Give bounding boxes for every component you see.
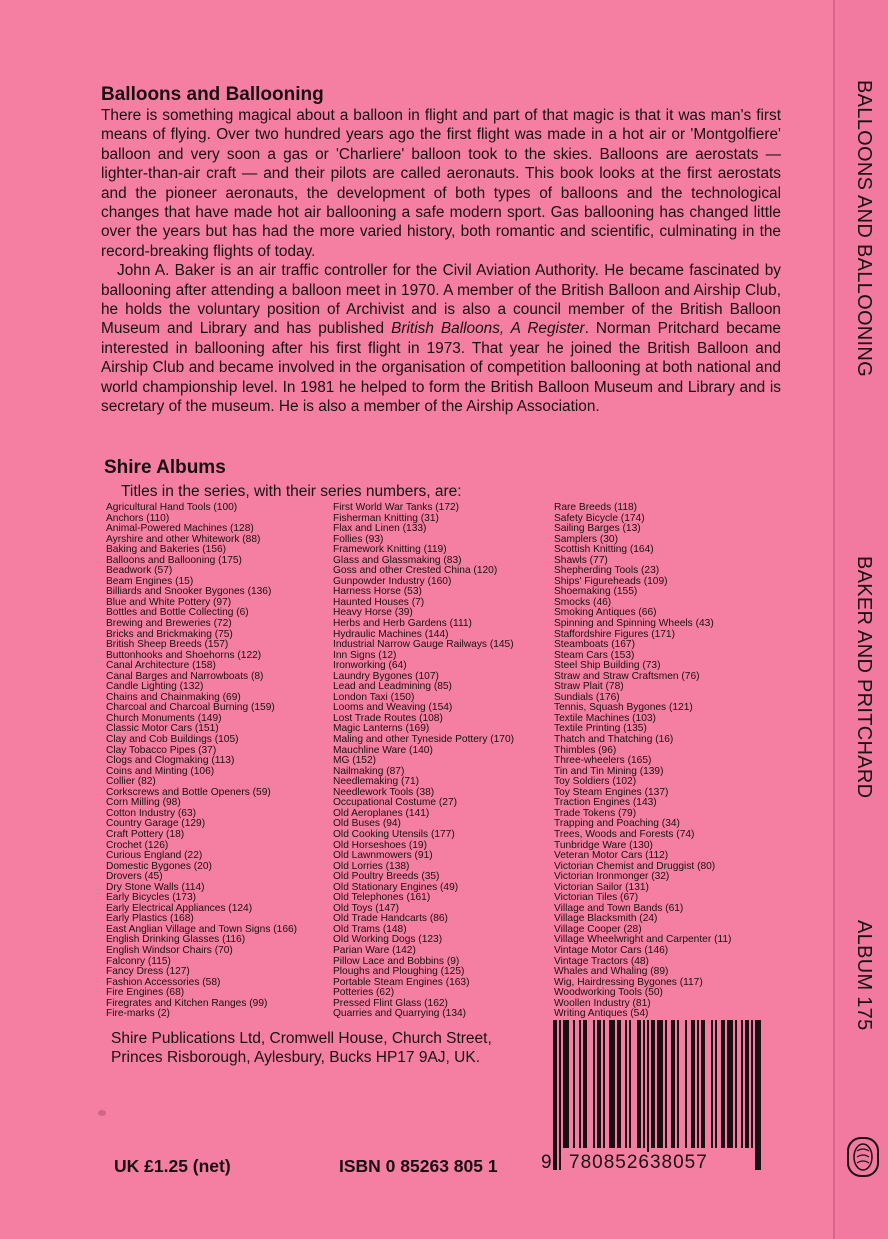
album-title-item: Smocks (46)	[554, 596, 612, 608]
barcode-bar	[593, 1020, 595, 1148]
album-title-item: Tunbridge Ware (130)	[554, 839, 653, 851]
album-title-item: Ironworking (64)	[333, 660, 407, 672]
series-heading: Shire Albums	[104, 457, 226, 478]
authors-text-b: . Norman Pritchard became interested in ballooning after his first flight in 1973. That year he joined the British Balloon and Airship Club and became involved in the organisation of competition ballooning at both national and world championship level. In 1981 he helped to form the British Balloon Museum and Library and is secretary of the museum. He is also a member of the Airship Association.	[101, 320, 781, 416]
album-title-item: Cotton Industry (63)	[106, 807, 197, 819]
barcode-bar	[553, 1020, 557, 1170]
album-title-item: Textile Machines (103)	[554, 712, 656, 724]
album-title-item: Dry Stone Walls (114)	[106, 881, 205, 893]
album-title-item: Straw Plait (78)	[554, 681, 624, 693]
album-title-item: Whales and Whaling (89)	[554, 966, 669, 978]
spine-title: BALLOONS AND BALLOONING	[853, 80, 875, 377]
album-title-item: Village Cooper (28)	[554, 923, 642, 935]
album-title-item: Fancy Dress (127)	[106, 966, 190, 978]
album-title-item: Sundials (176)	[554, 691, 620, 703]
album-title-item: Candle Lighting (132)	[106, 681, 204, 693]
album-title-item: Old Horseshoes (19)	[333, 839, 427, 851]
album-title-item: Buttonhooks and Shoehorns (122)	[106, 649, 262, 661]
album-title-item: Textile Printing (135)	[554, 723, 647, 735]
barcode-bar	[745, 1020, 749, 1148]
barcode-bar	[741, 1020, 743, 1148]
barcode-bar	[563, 1020, 569, 1148]
album-title-item: Safety Bicycle (174)	[554, 512, 645, 524]
album-title-item: Corkscrews and Bottle Openers (59)	[106, 786, 271, 798]
album-title-item: Chains and Chainmaking (69)	[106, 691, 241, 703]
barcode-bar	[597, 1020, 601, 1148]
barcode-bar	[647, 1020, 649, 1170]
album-title-item: Staffordshire Figures (171)	[554, 628, 675, 640]
barcode-bar	[735, 1020, 737, 1148]
album-title-item: Old Telephones (161)	[333, 892, 431, 904]
barcode-bar	[637, 1020, 641, 1148]
barcode-bar	[751, 1020, 753, 1148]
album-title-item: Flax and Linen (133)	[333, 523, 427, 535]
album-title-item: Classic Motor Cars (151)	[106, 723, 219, 735]
album-title-item: East Anglian Village and Town Signs (166)	[106, 923, 298, 935]
barcode-bar	[629, 1020, 631, 1148]
album-title-item: Woollen Industry (81)	[554, 997, 651, 1009]
album-title-item: London Taxi (150)	[333, 691, 415, 703]
album-title-item: Old Stationary Engines (49)	[333, 881, 459, 893]
album-title-item: Brewing and Breweries (72)	[106, 618, 232, 630]
album-title-item: Baking and Bakeries (156)	[106, 544, 227, 556]
album-title-item: Trees, Woods and Forests (74)	[554, 828, 695, 840]
spine-album-number: ALBUM 175	[853, 920, 875, 1031]
book-title-italic: British Balloons, A Register	[391, 320, 585, 338]
barcode-bar	[583, 1020, 587, 1148]
album-title-item: English Windsor Chairs (70)	[106, 944, 233, 956]
album-title-item: Beam Engines (15)	[106, 575, 194, 587]
album-title-item: Country Garage (129)	[106, 818, 206, 830]
blurb-heading: Balloons and Ballooning	[101, 84, 324, 105]
album-title-item: Old Lawnmowers (91)	[333, 850, 433, 862]
album-title-item: British Sheep Breeds (157)	[106, 639, 229, 651]
album-title-item: Mauchline Ware (140)	[333, 744, 433, 756]
album-title-item: Rare Breeds (118)	[554, 502, 638, 513]
album-title-item: Steam Cars (153)	[554, 649, 635, 661]
album-title-item: Lead and Leadmining (85)	[333, 681, 452, 693]
album-title-item: Goss and other Crested China (120)	[333, 565, 498, 577]
blurb-section	[101, 84, 781, 417]
album-title-item: Fashion Accessories (58)	[106, 976, 221, 988]
album-title-item: Blue and White Pottery (97)	[106, 596, 232, 608]
album-title-item: Canal Barges and Narrowboats (8)	[106, 670, 264, 682]
barcode-first-digit: 9	[541, 1152, 553, 1173]
album-title-item: Occupational Costume (27)	[333, 797, 458, 809]
album-title-item: Steamboats (167)	[554, 639, 635, 651]
album-title-item: Collier (82)	[106, 776, 156, 788]
album-title-item: Old Aeroplanes (141)	[333, 807, 430, 819]
album-title-item: Follies (93)	[333, 533, 384, 545]
album-title-item: Gunpowder Industry (160)	[333, 575, 452, 587]
series-section	[104, 457, 804, 501]
barcode-bar	[573, 1020, 575, 1148]
barcode-bar	[671, 1020, 675, 1148]
album-title-item: Beadwork (57)	[106, 565, 173, 577]
album-title-item: Ayrshire and other Whitework (88)	[106, 533, 261, 545]
album-title-item: Pressed Flint Glass (162)	[333, 997, 448, 1009]
album-title-item: Traction Engines (143)	[554, 797, 657, 809]
album-title-item: Charcoal and Charcoal Burning (159)	[106, 702, 275, 714]
album-title-item: Wig, Hairdressing Bygones (117)	[554, 976, 703, 988]
album-title-item: Scottish Knitting (164)	[554, 544, 654, 556]
barcode-bar	[643, 1020, 645, 1148]
album-title-item: Tin and Tin Mining (139)	[554, 765, 664, 777]
album-title-item: Old Poultry Breeds (35)	[333, 871, 440, 883]
album-title-item: Old Lorries (138)	[333, 860, 410, 872]
album-title-item: Potteries (62)	[333, 987, 395, 999]
authors-text-a: John A. Baker is an air traffic controller for the Civil Aviation Authority. He became fascinated by ballooning after attending a balloon meet in 1970. A member of the British Balloon and Airship Club, he holds the voluntary position of Archivist and is also a council member of the British Balloon Museum and Library and has published	[101, 262, 781, 338]
album-title-item: Thatch and Thatching (16)	[554, 734, 674, 746]
album-title-item: Early Bicycles (173)	[106, 892, 197, 904]
album-title-item: Glass and Glassmaking (83)	[333, 554, 462, 566]
album-title-item: Haunted Houses (7)	[333, 596, 425, 608]
album-title-item: Billiards and Snooker Bygones (136)	[106, 586, 272, 598]
shire-logo	[847, 1137, 879, 1177]
barcode-bar	[559, 1020, 561, 1170]
album-title-item: Victorian Sailor (131)	[554, 881, 649, 893]
album-title-item: Herbs and Herb Gardens (111)	[333, 618, 472, 630]
book-spine	[833, 0, 888, 1239]
album-title-item: Fisherman Knitting (31)	[333, 512, 439, 524]
album-title-item: Pillow Lace and Bobbins (9)	[333, 955, 460, 967]
album-title-item: Village Wheelwright and Carpenter (11)	[554, 934, 732, 946]
barcode-bar	[691, 1020, 695, 1148]
album-title-item: Clay and Cob Buildings (105)	[106, 734, 239, 746]
album-title-item: Church Monuments (149)	[106, 712, 222, 724]
album-title-item: Framework Knitting (119)	[333, 544, 447, 556]
album-title-item: Crochet (126)	[106, 839, 169, 851]
album-title-item: Old Working Dogs (123)	[333, 934, 443, 946]
album-title-item: Three-wheelers (165)	[554, 755, 652, 767]
album-title-item: Clay Tobacco Pipes (37)	[106, 744, 217, 756]
album-title-item: Falconry (115)	[106, 955, 171, 967]
album-title-item: Trade Tokens (79)	[554, 807, 637, 819]
album-title-item: Anchors (110)	[106, 512, 170, 524]
album-title-item: Drovers (45)	[106, 871, 163, 883]
album-title-item: Lost Trade Routes (108)	[333, 712, 443, 724]
album-title-item: Woodworking Tools (50)	[554, 987, 663, 999]
stain-mark	[98, 1110, 106, 1116]
shire-logo-mark	[849, 1139, 877, 1175]
album-title-item: Craft Pottery (18)	[106, 828, 185, 840]
album-title-item: Needlemaking (71)	[333, 776, 420, 788]
price: UK £1.25 (net)	[114, 1156, 231, 1176]
album-title-item: Victorian Tiles (67)	[554, 892, 639, 904]
album-title-item: Coins and Minting (106)	[106, 765, 215, 777]
album-title-item: Nailmaking (87)	[333, 765, 405, 777]
album-title-item: Balloons and Ballooning (175)	[106, 554, 242, 566]
titles-column-3	[554, 503, 731, 1020]
album-title-item: Tennis, Squash Bygones (121)	[554, 702, 693, 714]
album-title-item: Portable Steam Engines (163)	[333, 976, 470, 988]
barcode-bar	[715, 1020, 717, 1148]
album-title-item: Ships' Figureheads (109)	[554, 575, 668, 587]
album-title-item: Old Cooking Utensils (177)	[333, 828, 455, 840]
album-title-item: Early Electrical Appliances (124)	[106, 902, 253, 914]
barcode-bar	[603, 1020, 605, 1148]
album-title-item: Old Toys (147)	[333, 902, 400, 914]
album-title-item: Hydraulic Machines (144)	[333, 628, 449, 640]
barcode-bar	[579, 1020, 581, 1148]
album-title-item: Magic Lanterns (169)	[333, 723, 430, 735]
barcode-bar	[665, 1020, 667, 1148]
barcode-bar	[701, 1020, 705, 1148]
album-title-item: Ploughs and Ploughing (125)	[333, 966, 465, 978]
album-title-item: Victorian Ironmonger (32)	[554, 871, 670, 883]
series-subheading: Titles in the series, with their series numbers, are:	[121, 483, 462, 500]
blurb-paragraph: There is something magical about a balloon in flight and part of that magic is that it was man's first means of flying. Over two hundred years ago the first flight was made in a hot air or 'Montgolfiere' balloon and very soon a gas or 'Charliere' balloon took to the skies. Balloons are aerostats — lighter-than-air craft — and their pilots are called aeronauts. This book looks at the first aerostats and the pioneer aeronauts, the development of both types of balloons and the technological changes that have made hot air ballooning a safe modern sport. Gas ballooning has changed little over the years but has had the more varied history, both romantic and scientific, culminating in the record-breaking flights of today.	[101, 107, 781, 260]
barcode-bar	[711, 1020, 713, 1148]
album-title-item: Toy Steam Engines (137)	[554, 786, 669, 798]
barcode-bar	[721, 1020, 725, 1148]
album-title-item: Looms and Weaving (154)	[333, 702, 453, 714]
album-title-item: Village and Town Bands (61)	[554, 902, 684, 914]
titles-column-2	[333, 503, 514, 1020]
barcode-bar	[685, 1020, 687, 1148]
album-title-item: Maling and other Tyneside Pottery (170)	[333, 734, 515, 746]
album-title-item: English Drinking Glasses (116)	[106, 934, 246, 946]
album-title-item: Heavy Horse (39)	[333, 607, 413, 619]
album-title-item: Old Buses (94)	[333, 818, 401, 830]
album-title-item: Needlework Tools (38)	[333, 786, 435, 798]
album-title-item: Sailing Barges (13)	[554, 523, 641, 535]
album-title-item: Fire Engines (68)	[106, 987, 185, 999]
album-title-item: Canal Architecture (158)	[106, 660, 216, 672]
album-title-item: Shoemaking (155)	[554, 586, 638, 598]
isbn: ISBN 0 85263 805 1	[339, 1156, 498, 1176]
album-title-item: Firegrates and Kitchen Ranges (99)	[106, 997, 268, 1009]
album-title-item: Samplers (30)	[554, 533, 618, 545]
barcode-bar	[677, 1020, 679, 1148]
album-title-item: Village Blacksmith (24)	[554, 913, 658, 925]
album-title-item: Industrial Narrow Gauge Railways (145)	[333, 639, 514, 651]
album-title-item: Bottles and Bottle Collecting (6)	[106, 607, 249, 619]
album-title-item: Harness Horse (53)	[333, 586, 422, 598]
album-title-item: Shepherding Tools (23)	[554, 565, 660, 577]
album-title-item: First World War Tanks (172)	[333, 502, 460, 513]
barcode-bar	[657, 1020, 663, 1148]
album-title-item: Curious England (22)	[106, 850, 203, 862]
album-title-item: Thimbles (96)	[554, 744, 617, 756]
album-title-item: MG (152)	[333, 755, 377, 767]
authors-paragraph	[101, 261, 781, 416]
album-title-item: Vintage Tractors (48)	[554, 955, 649, 967]
album-title-item: Corn Milling (98)	[106, 797, 181, 809]
publisher-address: Shire Publications Ltd, Cromwell House, Church Street, Princes Risborough, Aylesbury, Bucks HP17 9AJ, UK.	[111, 1030, 492, 1066]
album-title-item: Steel Ship Building (73)	[554, 660, 661, 672]
album-title-item: Parian Ware (142)	[333, 944, 416, 956]
album-title-item: Trapping and Poaching (34)	[554, 818, 680, 830]
titles-column-1	[106, 503, 297, 1020]
barcode-bar	[727, 1020, 733, 1148]
album-title-item: Toy Soldiers (102)	[554, 776, 637, 788]
album-title-item: Victorian Chemist and Druggist (80)	[554, 860, 716, 872]
album-title-item: Spinning and Spinning Wheels (43)	[554, 618, 714, 630]
album-title-item: Animal-Powered Machines (128)	[106, 523, 254, 535]
album-title-item: Smoking Antiques (66)	[554, 607, 657, 619]
barcode-bar	[617, 1020, 621, 1148]
barcode-bar	[609, 1020, 615, 1148]
barcode-bar	[625, 1020, 627, 1148]
album-title-item: Fire-marks (2)	[106, 1008, 170, 1020]
album-title-item: Bricks and Brickmaking (75)	[106, 628, 233, 640]
album-title-item: Quarries and Quarrying (134)	[333, 1008, 467, 1020]
barcode-bar	[755, 1020, 761, 1170]
album-title-item: Writing Antiques (54)	[554, 1008, 649, 1020]
album-title-item: Shawls (77)	[554, 554, 608, 566]
album-title-item: Laundry Bygones (107)	[333, 670, 439, 682]
barcode-bar	[651, 1020, 655, 1148]
album-title-item: Early Plastics (168)	[106, 913, 194, 925]
barcode-bar	[697, 1020, 699, 1148]
album-title-item: Domestic Bygones (20)	[106, 860, 212, 872]
album-title-item: Old Trams (148)	[333, 923, 407, 935]
album-title-item: Clogs and Clogmaking (113)	[106, 755, 235, 767]
album-title-item: Vintage Motor Cars (146)	[554, 944, 669, 956]
album-title-item: Agricultural Hand Tools (100)	[106, 502, 238, 513]
album-title-item: Straw and Straw Craftsmen (76)	[554, 670, 700, 682]
barcode-digits: 780852638057	[569, 1152, 708, 1173]
spine-authors: BAKER AND PRITCHARD	[853, 556, 875, 799]
album-title-item: Veteran Motor Cars (112)	[554, 850, 669, 862]
album-title-item: Old Trade Handcarts (86)	[333, 913, 448, 925]
album-title-item: Inn Signs (12)	[333, 649, 397, 661]
